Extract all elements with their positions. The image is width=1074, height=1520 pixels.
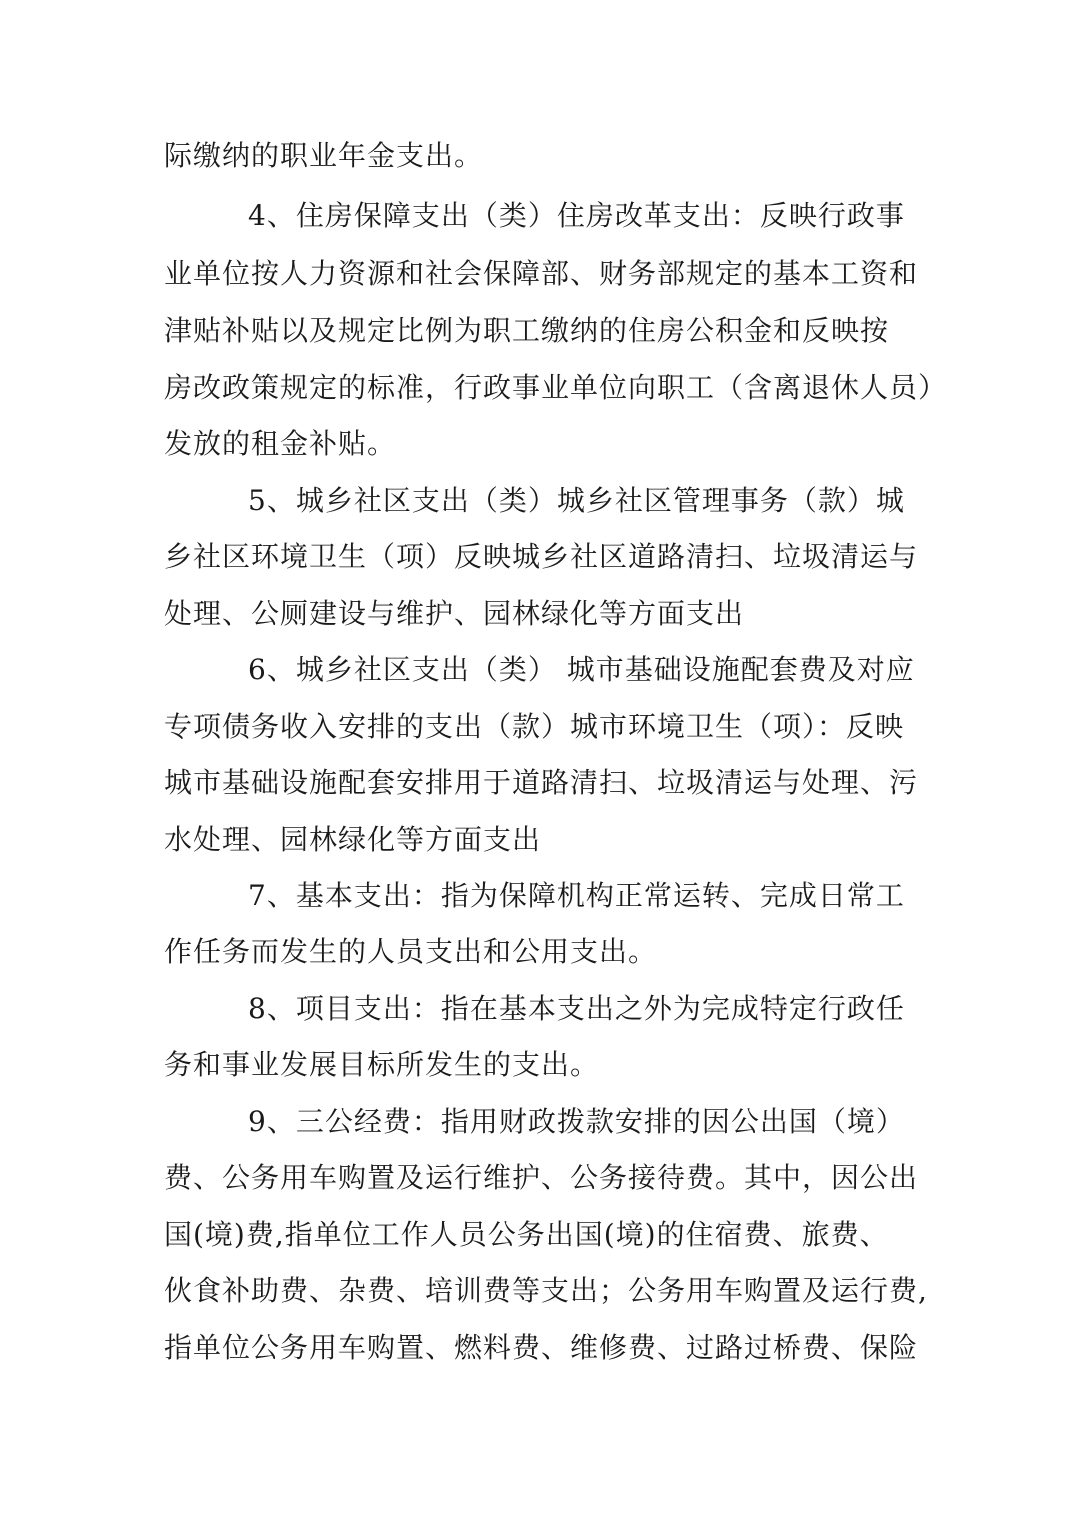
text-line: 9、三公经费：指用财政拨款安排的因公出国（境） <box>248 1105 905 1138</box>
text-line: 伙食补助费、杂费、培训费等支出；公务用车购置及运行费, <box>164 1274 928 1307</box>
text-line: 指单位公务用车购置、燃料费、维修费、过路过桥费、保险 <box>164 1331 919 1364</box>
text-line: 费、公务用车购置及运行维护、公务接待费。其中，因公出 <box>164 1161 919 1194</box>
text-line: 水处理、园林绿化等方面支出 <box>164 823 542 856</box>
text-line: 房改政策规定的标准，行政事业单位向职工（含离退休人员） <box>164 371 948 404</box>
text-line: 5、城乡社区支出（类）城乡社区管理事务（款）城 <box>248 484 905 517</box>
text-line: 发放的租金补贴。 <box>164 427 397 460</box>
text-line: 务和事业发展目标所发生的支出。 <box>164 1048 600 1081</box>
text-line: 乡社区环境卫生（项）反映城乡社区道路清扫、垃圾清运与 <box>164 540 919 573</box>
text-line: 作任务而发生的人员支出和公用支出。 <box>164 935 658 968</box>
text-line: 业单位按人力资源和社会保障部、财务部规定的基本工资和 <box>164 257 919 290</box>
text-line: 际缴纳的职业年金支出。 <box>164 139 484 172</box>
text-line: 7、基本支出：指为保障机构正常运转、完成日常工 <box>248 879 905 912</box>
text-line: 城市基础设施配套安排用于道路清扫、垃圾清运与处理、污 <box>164 766 919 799</box>
text-line: 专项债务收入安排的支出（款）城市环境卫生（项）：反映 <box>164 710 905 743</box>
text-line: 国(境)费,指单位工作人员公务出国(境)的住宿费、旅费、 <box>164 1218 889 1251</box>
text-line: 4、住房保障支出（类）住房改革支出：反映行政事 <box>248 199 905 232</box>
text-line: 津贴补贴以及规定比例为职工缴纳的住房公积金和反映按 <box>164 314 890 347</box>
text-line: 处理、公厕建设与维护、园林绿化等方面支出 <box>164 597 745 630</box>
text-line: 6、城乡社区支出（类） 城市基础设施配套费及对应 <box>248 653 915 686</box>
text-line: 8、项目支出：指在基本支出之外为完成特定行政任 <box>248 992 905 1025</box>
